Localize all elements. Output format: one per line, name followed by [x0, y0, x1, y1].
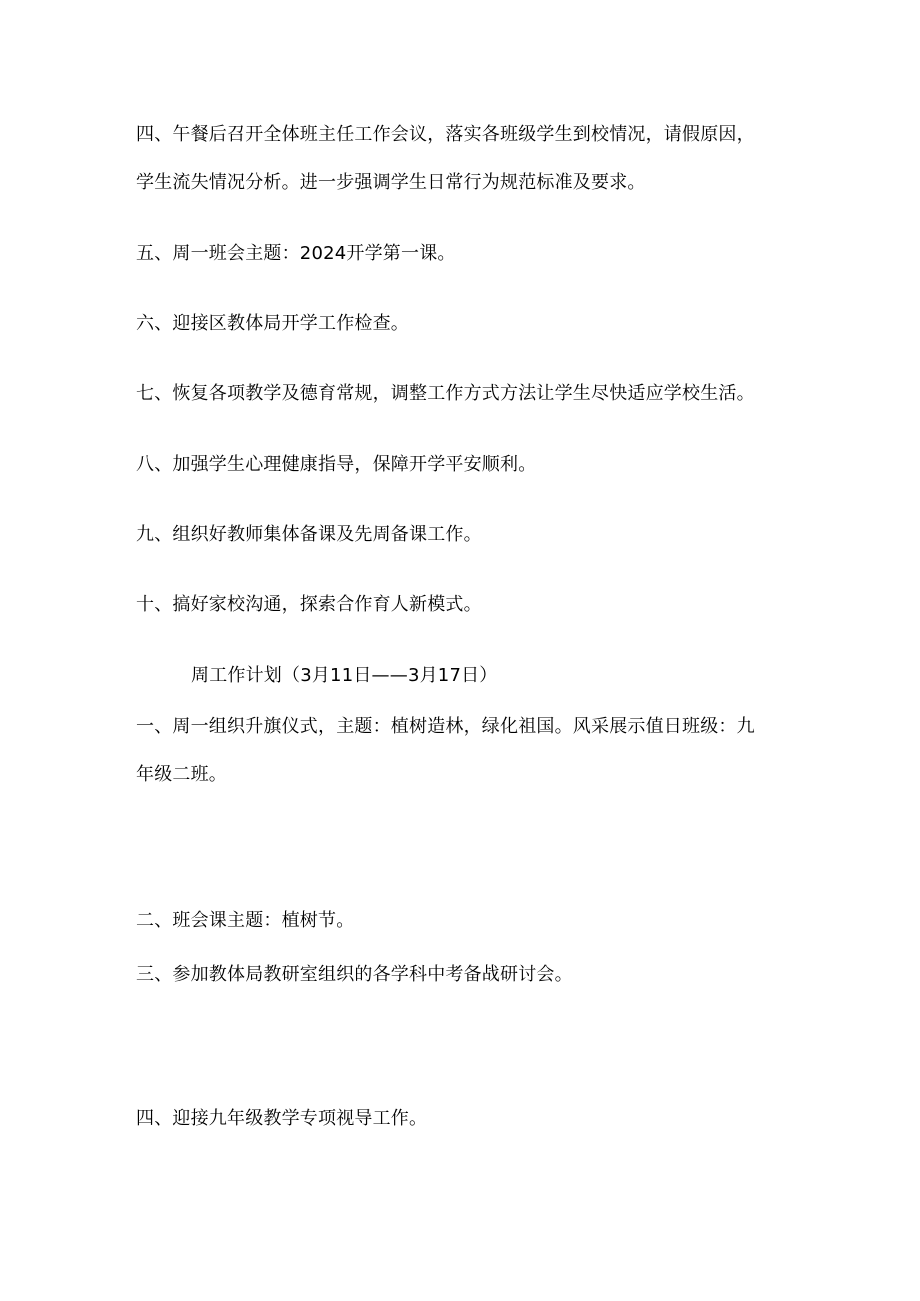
- item-10: 十、搞好家校沟通，探索合作育人新模式。: [136, 594, 482, 615]
- item-9: 九、组织好教师集体备课及先周备课工作。: [136, 524, 482, 545]
- week-item-3: 三、参加教体局教研室组织的各学科中考备战研讨会。: [136, 964, 573, 985]
- item-4-line-1: 四、午餐后召开全体班主任工作会议，落实各班级学生到校情况，请假原因，: [136, 124, 755, 145]
- week-item-2: 二、班会课主题：植树节。: [136, 910, 355, 931]
- week-item-1-line-1: 一、周一组织升旗仪式，主题：植树造林，绿化祖国。风采展示值日班级：九: [136, 716, 755, 737]
- item-7: 七、恢复各项教学及德育常规，调整工作方式方法让学生尽快适应学校生活。: [136, 383, 755, 404]
- week-plan-title: 周工作计划（3月11日——3月17日）: [191, 665, 498, 686]
- week-item-1-line-2: 年级二班。: [136, 764, 227, 785]
- item-8: 八、加强学生心理健康指导，保障开学平安顺利。: [136, 454, 537, 475]
- week-item-4: 四、迎接九年级教学专项视导工作。: [136, 1108, 428, 1129]
- item-4-line-2: 学生流失情况分析。进一步强调学生日常行为规范标准及要求。: [136, 172, 646, 193]
- item-6: 六、迎接区教体局开学工作检查。: [136, 313, 409, 334]
- item-5: 五、周一班会主题：2024开学第一课。: [136, 243, 456, 264]
